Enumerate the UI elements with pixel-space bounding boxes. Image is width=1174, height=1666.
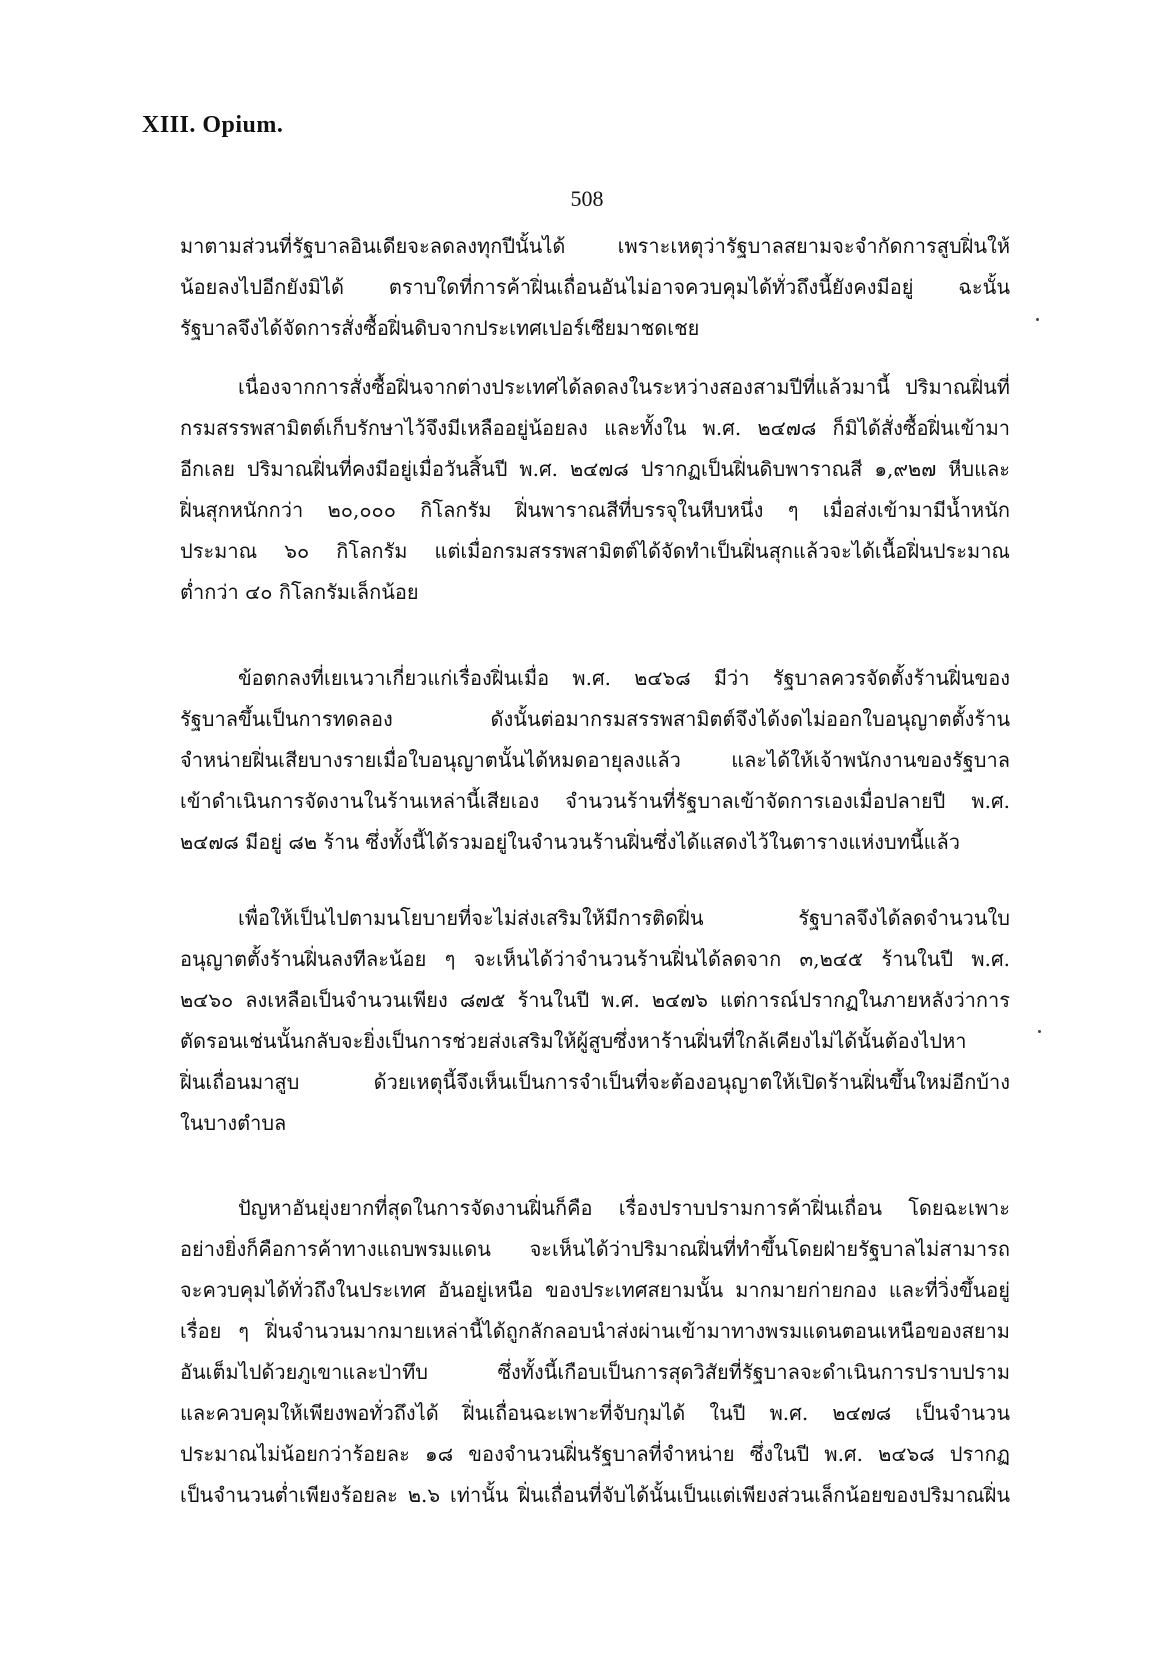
text-line: ๒๔๗๘ มีอยู่ ๘๒ ร้าน ซึ่งทั้งนี้ได้รวมอยู่ในจำนวนร้านฝิ่นซึ่งได้แสดงไว้ในตารางแห่งบทนี้แล้ว: [180, 830, 960, 854]
text-line: รัฐบาลจึงได้จัดการสั่งซื้อฝิ่นดิบจากประเทศเปอร์เซียมาชดเชย: [180, 316, 700, 340]
paragraph: [180, 1188, 1010, 1516]
section-heading: XIII. Opium.: [142, 112, 284, 138]
text-line: ข้อตกลงที่เยเนวาเกี่ยวแก่เรื่องฝิ่นเมื่อ พ.ศ. ๒๔๖๘ มีว่า รัฐบาลควรจัดตั้งร้านฝิ่นของ: [238, 666, 1010, 690]
paragraph: [180, 226, 1010, 349]
text-line: เรื่อย ๆ ฝิ่นจำนวนมากมายเหล่านี้ได้ถูกลักลอบนำส่งผ่านเข้ามาทางพรมแดนตอนเหนือของสยาม: [180, 1319, 1010, 1343]
paragraph: [180, 898, 1010, 1144]
text-line: กรมสรรพสามิตต์เก็บรักษาไว้จึงมีเหลืออยู่น้อยลง และทั้งใน พ.ศ. ๒๔๗๘ ก็มิได้สั่งซื้อฝิ่นเข้ามา: [180, 416, 1010, 440]
paragraph: [180, 658, 1010, 863]
text-line: ในบางตำบล: [180, 1111, 287, 1135]
text-line: จะควบคุมได้ทั่วถึงในประเทศ อันอยู่เหนือ ของประเทศสยามนั้น มากมายก่ายกอง และที่วิ่งขึ้นอยู่: [180, 1278, 1010, 1302]
text-line: ประมาณไม่น้อยกว่าร้อยละ ๑๘ ของจำนวนฝิ่นรัฐบาลที่จำหน่าย ซึ่งในปี พ.ศ. ๒๔๖๘ ปรากฏ: [180, 1442, 1010, 1466]
scan-speck: [1036, 318, 1039, 321]
text-line: เนื่องจากการสั่งซื้อฝิ่นจากต่างประเทศได้ลดลงในระหว่างสองสามปีที่แล้วมานี้ ปริมาณฝิ่นที่: [238, 375, 1010, 399]
paragraph: [180, 367, 1010, 613]
text-line: ฝิ่นเถื่อนมาสูบ ด้วยเหตุนี้จึงเห็นเป็นการจำเป็นที่จะต้องอนุญาตให้เปิดร้านฝิ่นขึ้นใหม่อีกบ้าง: [180, 1070, 1010, 1094]
text-line: ต่ำกว่า ๔๐ กิโลกรัมเล็กน้อย: [180, 580, 419, 604]
page-number: 508: [570, 186, 604, 211]
text-line: และควบคุมให้เพียงพอทั่วถึงได้ ฝิ่นเถื่อนฉะเพาะที่จับกุมได้ ในปี พ.ศ. ๒๔๗๘ เป็นจำนวน: [180, 1401, 1010, 1425]
text-line: ปัญหาอันยุ่งยากที่สุดในการจัดงานฝิ่นก็คือ เรื่องปราบปรามการค้าฝิ่นเถื่อน โดยฉะเพาะ: [238, 1196, 1010, 1220]
text-line: ตัดรอนเช่นนั้นกลับจะยิ่งเป็นการช่วยส่งเสริมให้ผู้สูบซึ่งหาร้านฝิ่นที่ใกล้เคียงไม่ได้นั้นต้องไปหา: [180, 1029, 967, 1053]
text-line: น้อยลงไปอีกยังมิได้ ตราบใดที่การค้าฝิ่นเถื่อนอันไม่อาจควบคุมได้ทั่วถึงนี้ยังคงมีอยู่ ฉะนั้น: [180, 275, 1010, 299]
text-line: มาตามส่วนที่รัฐบาลอินเดียจะลดลงทุกปีนั้นได้ เพราะเหตุว่ารัฐบาลสยามจะจำกัดการสูบฝิ่นให้: [180, 234, 1010, 258]
text-line: อันเต็มไปด้วยภูเขาและป่าทึบ ซึ่งทั้งนี้เกือบเป็นการสุดวิสัยที่รัฐบาลจะดำเนินการปราบปราม: [180, 1360, 1010, 1384]
text-line: เพื่อให้เป็นไปตามนโยบายที่จะไม่ส่งเสริมให้มีการติดฝิ่น รัฐบาลจึงได้ลดจำนวนใบ: [238, 906, 1010, 930]
text-line: ฝิ่นสุกหนักกว่า ๒๐,๐๐๐ กิโลกรัม ฝิ่นพาราณสีที่บรรจุในหีบหนึ่ง ๆ เมื่อส่งเข้ามามีน้ำหนัก: [180, 498, 1010, 522]
text-line: จำหน่ายฝิ่นเสียบางรายเมื่อใบอนุญาตนั้นได้หมดอายุลงแล้ว และได้ให้เจ้าพนักงานของรัฐบาล: [180, 748, 1010, 772]
scan-speck: [1038, 1030, 1041, 1033]
text-line: อนุญาตตั้งร้านฝิ่นลงทีละน้อย ๆ จะเห็นได้ว่าจำนวนร้านฝิ่นได้ลดจาก ๓,๒๔๕ ร้านในปี พ.ศ.: [180, 947, 1010, 971]
text-line: รัฐบาลขึ้นเป็นการทดลอง ดังนั้นต่อมากรมสรรพสามิตต์จึงได้งดไม่ออกใบอนุญาตตั้งร้าน: [180, 707, 1010, 731]
text-line: ประมาณ ๖๐ กิโลกรัม แต่เมื่อกรมสรรพสามิตต์ได้จัดทำเป็นฝิ่นสุกแล้วจะได้เนื้อฝิ่นประมาณ: [180, 539, 1010, 563]
text-line: เข้าดำเนินการจัดงานในร้านเหล่านี้เสียเอง จำนวนร้านที่รัฐบาลเข้าจัดการเองเมื่อปลายปี พ.ศ.: [180, 789, 1010, 813]
text-line: ๒๔๖๐ ลงเหลือเป็นจำนวนเพียง ๘๗๕ ร้านในปี พ.ศ. ๒๔๗๖ แต่การณ์ปรากฏในภายหลังว่าการ: [180, 988, 1010, 1012]
text-line: เป็นจำนวนต่ำเพียงร้อยละ ๒.๖ เท่านั้น ฝิ่นเถื่อนที่จับได้นั้นเป็นแต่เพียงส่วนเล็กน้อยของปริมาณฝิ่น: [180, 1483, 1010, 1507]
text-line: อย่างยิ่งก็คือการค้าทางแถบพรมแดน จะเห็นได้ว่าปริมาณฝิ่นที่ทำขึ้นโดยฝ่ายรัฐบาลไม่สามารถ: [180, 1237, 1010, 1261]
text-line: อีกเลย ปริมาณฝิ่นที่คงมีอยู่เมื่อวันสิ้นปี พ.ศ. ๒๔๗๘ ปรากฏเป็นฝิ่นดิบพาราณสี ๑,๙๒๗ หีบและ: [180, 457, 1010, 481]
